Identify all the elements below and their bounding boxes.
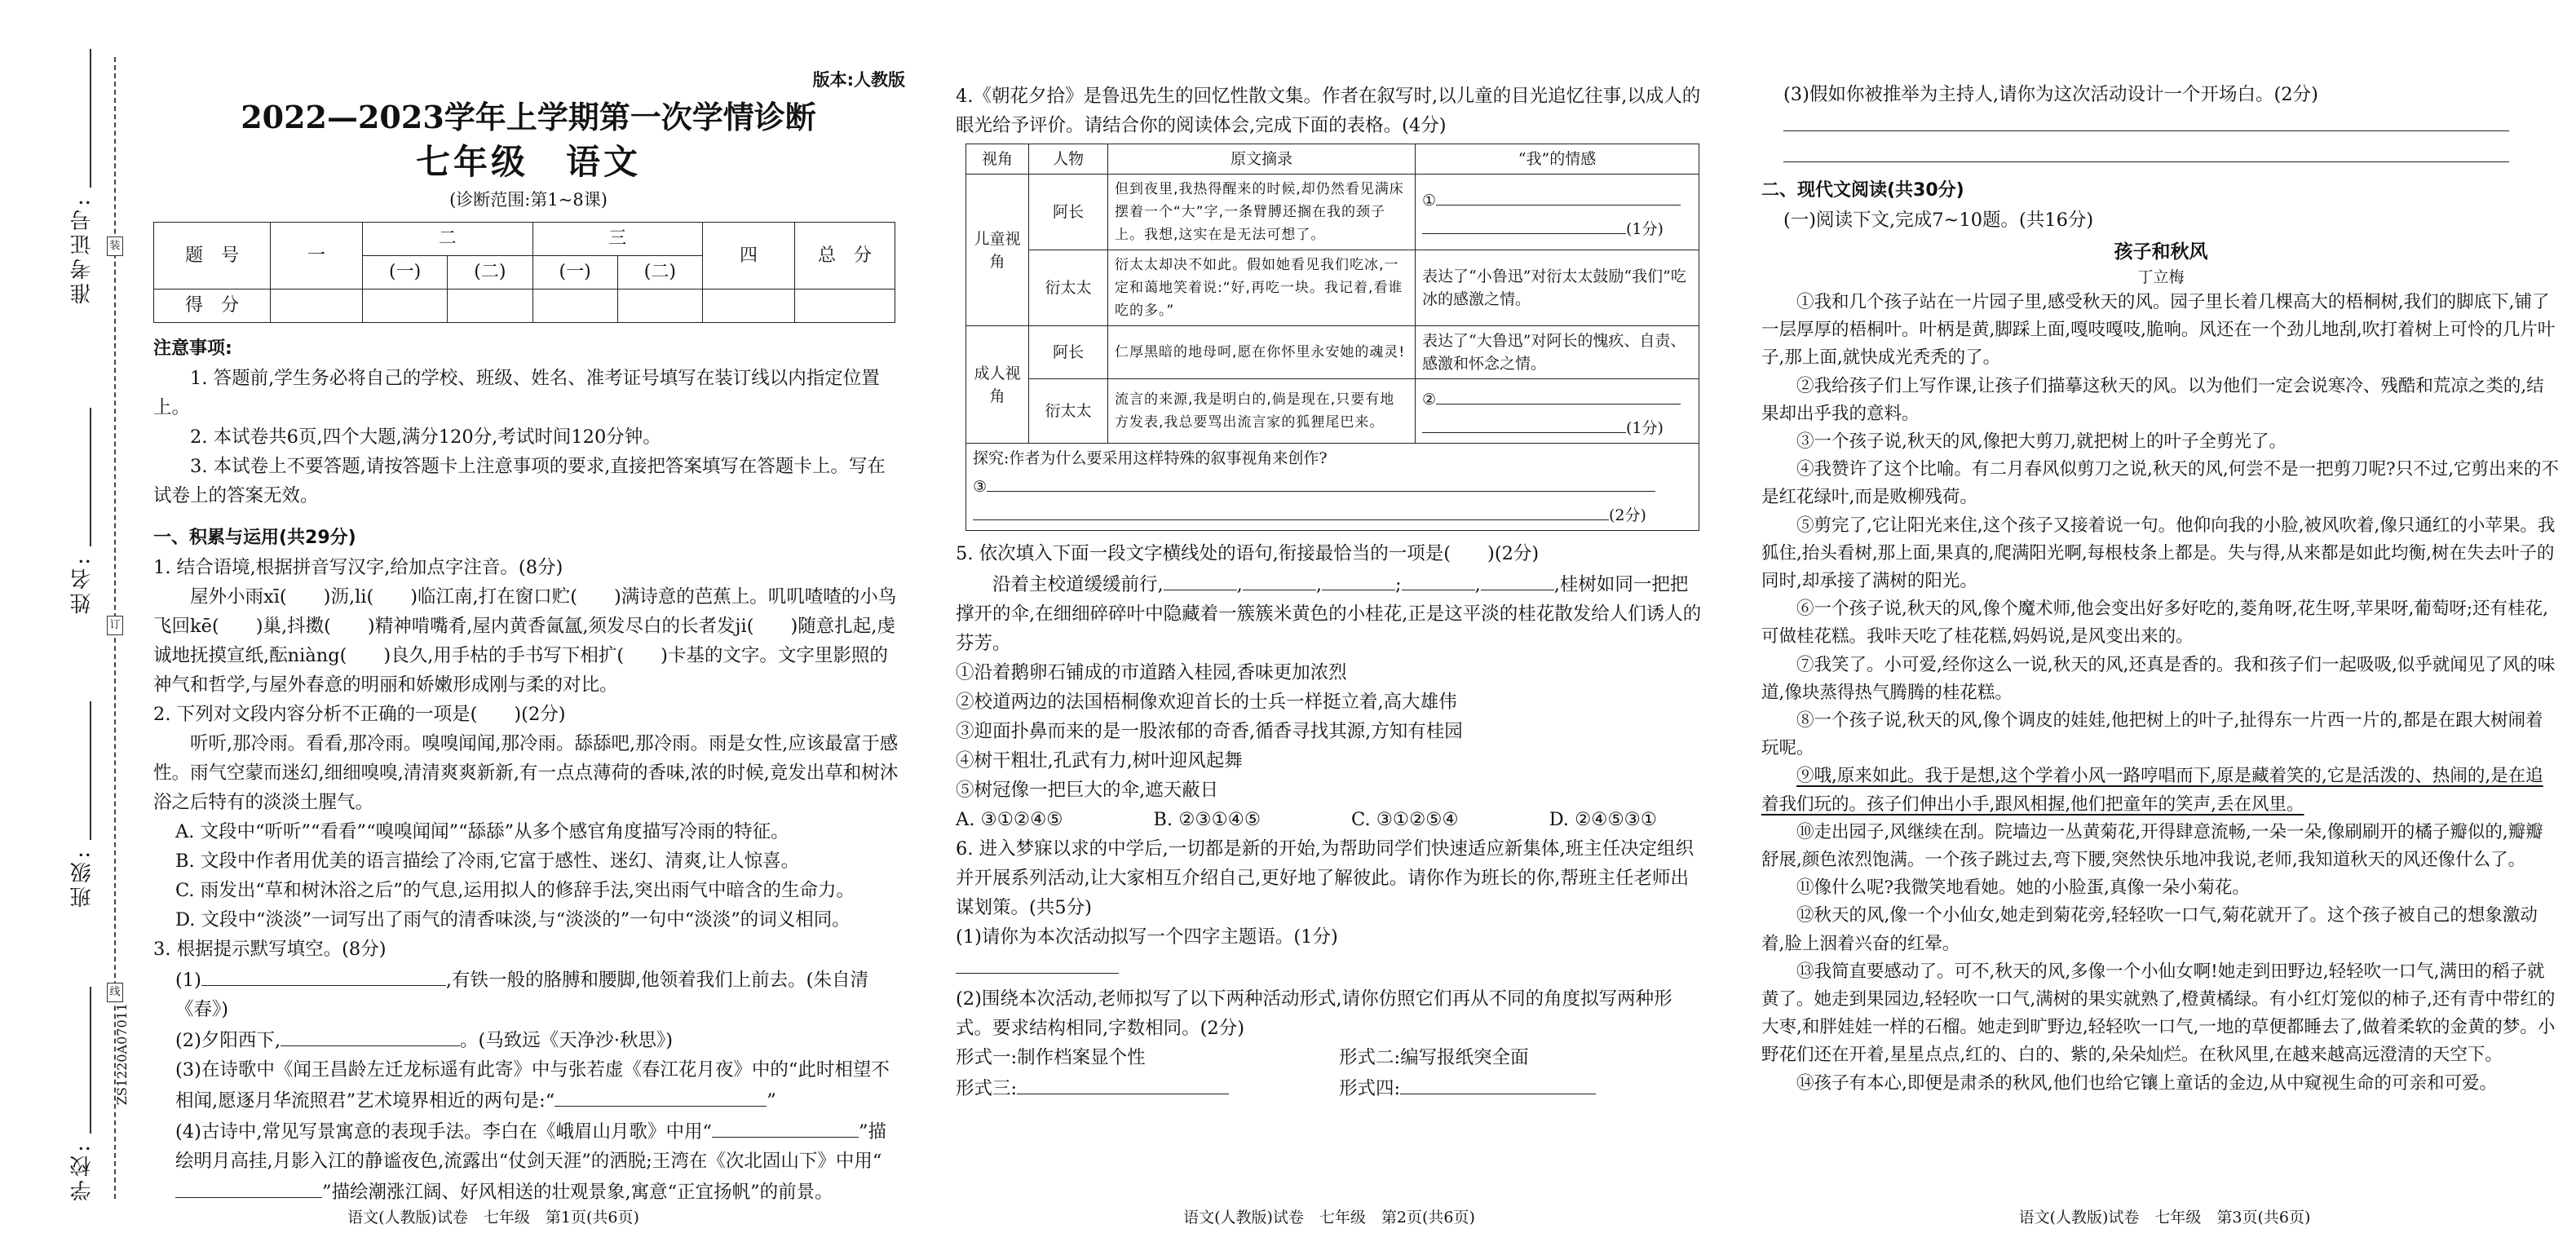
class-field[interactable] [90, 701, 91, 840]
score-header-label: 题 号 [154, 223, 271, 290]
q3-2-blank[interactable] [281, 1024, 460, 1046]
q3-4-prefix: (4)古诗中,常见写景寓意的表现手法。李白在《峨眉山月歌》中用“ [175, 1121, 713, 1143]
question-3-stem: 3. 根据提示默写填空。(8分) [153, 939, 387, 960]
q6-form-4-wrap [1339, 1072, 1596, 1103]
emotion-blank-1b[interactable] [1422, 212, 1626, 234]
name-field[interactable] [90, 408, 91, 546]
essay-paragraph: ②我给孩子们上写作课,让孩子们描摹这秋天的风。以为他们一定会说寒冷、残酷和荒凉之类的,结果却出乎我的意料。 [1761, 375, 2544, 424]
explore-blank-1[interactable] [987, 470, 1655, 492]
row-person: 衍太太 [1029, 250, 1108, 326]
q5-option-a[interactable]: A. ③①②④⑤ [956, 809, 1063, 830]
essay-paragraph: ③一个孩子说,秋天的风,像把大剪刀,就把树上的叶子全剪光了。 [1796, 431, 2287, 453]
q5-item: ③迎面扑鼻而来的是一股浓郁的奇香,循香寻找其源,方知有桂园 [956, 721, 1463, 742]
q3-1-blank[interactable] [201, 964, 446, 986]
question-6-2: (2)围绕本次活动,老师拟写了以下两种活动形式,请你仿照它们再从不同的角度拟写两种形式。要求结构相同,字数相同。(2分) [956, 988, 1672, 1039]
row-person: 衍太太 [1029, 379, 1108, 444]
score-cell[interactable] [795, 290, 895, 323]
question-2-option-d: D. 文段中“淡淡”一词写出了雨气的清香味淡,与“淡淡的”一句中“淡淡”的词义相同。 [175, 909, 851, 930]
question-3-2 [153, 1024, 904, 1055]
child-view-label: 儿童视角 [966, 175, 1029, 326]
q5-item: ①沿着鹅卵石铺成的市道踏入桂园,香味更加浓烈 [956, 662, 1347, 683]
q3-1-prefix: (1) [175, 970, 201, 991]
notice-title: 注意事项: [153, 338, 232, 359]
page3-footer: 语文(人教版)试卷 七年级 第3页(共6页) [2018, 1209, 2311, 1227]
question-6-stem: 6. 进入梦寐以求的中学后,一切都是新的开始,为帮助同学们快速适应新集体,班主任决定组织并开展系列活动,让大家相互介绍自己,更好地了解彼此。请你作为班长的你,帮班主任老师出谋划策。(共5分) [956, 838, 1695, 918]
essay-paragraph: ①我和几个孩子站在一片园子里,感受秋天的风。园子里长着几棵高大的梧桐树,我们的脚底下,铺了一层厚厚的梧桐叶。叶柄是黄,脚踩上面,嘎吱嘎吱,脆响。风还在一个劲儿地刮,吹打着树上可怜的几片叶子,那上面,就快成光秃秃的了。 [1761, 292, 2556, 369]
q6-form-3-blank[interactable] [1017, 1072, 1229, 1094]
question-6-3: (3)假如你被推举为主持人,请你为这次活动设计一个开场白。(2分) [1783, 84, 2318, 105]
essay-body [1761, 289, 2561, 1098]
q3-4-suffix: ”描绘潮涨江阔、好风相送的壮观景象,寓意“正宜扬帆”的前景。 [322, 1182, 833, 1203]
essay-paragraph: ⑩走出园子,风继续在刮。院墙边一丛黄菊花,开得肆意流畅,一朵一朵,像刷刷开的橘子瓣似的,瓣瓣舒展,颜色浓烈饱满。一个孩子跳过去,弯下腰,突然快乐地冲我说,老师,我知道秋天的风还像什么了。 [1761, 821, 2543, 871]
q3-4-blank-2[interactable] [175, 1176, 322, 1198]
q6-3-blank-1[interactable] [1783, 109, 2509, 131]
q6-form-1: 形式一:制作档案显个性 [956, 1047, 1146, 1068]
explore-cell [966, 444, 1699, 531]
essay-paragraph: ④我赞许了这个比喻。有二月春风似剪刀之说,秋天的风,何尝不是一把剪刀呢?只不过,它剪出来的不是红花绿叶,而是败柳残荷。 [1761, 459, 2560, 508]
score-cell[interactable] [617, 290, 702, 323]
q6-form-3-wrap [956, 1072, 1339, 1103]
q5-blank[interactable] [1322, 568, 1395, 590]
score-header-4: 四 [703, 223, 795, 290]
q5-blank[interactable] [1164, 568, 1237, 590]
q3-1-suffix: ,有铁一般的胳膊和腰脚,他领着我们上前去。(朱自清《春》) [175, 970, 868, 1020]
score-sub-3-1: (一) [532, 256, 617, 290]
q5-option-b[interactable]: B. ②③①④⑤ [1153, 809, 1261, 830]
page2-footer: 语文(人教版)试卷 七年级 第2页(共6页) [1183, 1209, 1475, 1227]
question-2-option-c: C. 雨发出“草和树沐浴之后”的气息,运用拟人的修辞手法,突出雨气中暗含的生命力。 [175, 880, 855, 901]
score-cell[interactable] [703, 290, 795, 323]
row-quote: 衍太太却决不如此。假如她看见我们吃冰,一定和蔼地笑着说:“好,再吃一块。我记着,看谁吃的多。” [1108, 250, 1416, 326]
q5-text-start: 沿着主校道缓缓前行, [992, 574, 1164, 595]
q3-4-blank-1[interactable] [712, 1116, 859, 1138]
essay-paragraph: ⑫秋天的风,像一个小仙女,她走到菊花旁,轻轻吹一口气,菊花就开了。这个孩子被自己的想象激动着,脸上洇着兴奋的红晕。 [1761, 905, 2538, 954]
binding-margin [0, 0, 143, 1242]
score-cell[interactable] [363, 290, 448, 323]
q5-blank[interactable] [1243, 568, 1316, 590]
essay-paragraph: ⑬我简直要感动了。可不,秋天的风,多像一个小仙女啊!她走到田野边,轻轻吹一口气,满田的稻子就黄了。她走到果园边,轻轻吹一口气,满树的果实就熟了,橙黄橘绿。有小红灯笼似的柿子,还有青中带红的大枣,和胖娃娃一样的石榴。她走到旷野边,轻轻吹一口气,一地的草便都睡去了,做着柔软的金黄的梦。小野花们还在开着,星星点点,红的、白的、紫的,朵朵灿烂。在秋风里,在越来越高远澄清的天空下。 [1761, 961, 2556, 1066]
page2-content [956, 82, 1706, 1103]
score-row-label: 得 分 [154, 290, 271, 323]
q5-blank[interactable] [1402, 568, 1475, 590]
emotion-marker: ① [1422, 192, 1437, 210]
q6-form-3-label: 形式三: [956, 1078, 1018, 1099]
q5-item: ⑤树冠像一把巨大的伞,遮天蔽日 [956, 780, 1219, 801]
explore-marker: ③ [973, 478, 988, 496]
row-emotion: 表达了“大鲁迅”对阿长的愧疚、自责、感激和怀念之情。 [1416, 326, 1699, 379]
exam-scope: (诊断范围:第1~8课) [449, 190, 608, 210]
q5-options [956, 805, 1657, 834]
score-header-2: 二 [363, 223, 533, 256]
section-2-title: 二、现代文阅读(共30分) [1761, 180, 1964, 201]
question-4-table [965, 144, 1699, 531]
q5-blank[interactable] [1481, 568, 1554, 590]
q6-3-blank-2[interactable] [1783, 140, 2509, 162]
binding-mark-zhuang: 装 [107, 236, 123, 256]
emotion-score: (1分) [1626, 419, 1664, 437]
essay-paragraph: ⑧一个孩子说,秋天的风,像个调皮的娃娃,他把树上的叶子,扯得东一片西一片的,都是在跟大树闹着玩呢。 [1761, 710, 2543, 759]
essay-paragraph: ⑭孩子有本心,即便是肃杀的秋风,他们也给它镶上童话的金边,从中窥视生命的可亲和可爱。 [1796, 1072, 2498, 1094]
row-emotion-answer [1416, 379, 1699, 444]
q5-option-c[interactable]: C. ③①②⑤④ [1351, 809, 1459, 830]
score-cell[interactable] [532, 290, 617, 323]
question-2-stem: 2. 下列对文段内容分析不正确的一项是( )(2分) [153, 704, 566, 725]
page-3 [1753, 0, 2576, 1242]
emotion-marker: ② [1422, 391, 1437, 409]
explore-blank-2[interactable] [973, 498, 1609, 520]
q6-1-answer-blank[interactable] [956, 952, 1119, 974]
exam-subtitle: 七年级 语文 [415, 142, 641, 182]
q3-3-text: (3)在诗歌中《闻王昌龄左迁龙标遥有此寄》中与张若虚《春江花月夜》中的“此时相望不相闻,愿逐月华流照君”艺术境界相近的两句是:“ [175, 1059, 890, 1112]
part-1-instruction: (一)阅读下文,完成7~10题。(共16分) [1783, 210, 2094, 231]
q6-form-2: 形式二:编写报纸突全面 [1339, 1047, 1529, 1068]
essay-author: 丁立梅 [2137, 268, 2185, 286]
score-sub-2-1: (一) [363, 256, 448, 290]
score-header-3: 三 [532, 223, 703, 256]
score-cell[interactable] [448, 290, 532, 323]
question-2-option-a: A. 文段中“听听”“看看”“嗅嗅闻闻”“舔舔”从多个感官角度描写冷雨的特征。 [175, 821, 789, 842]
question-4-stem: 4.《朝花夕拾》是鲁迅先生的回忆性散文集。作者在叙写时,以儿童的目光追忆往事,以成人的眼光给予评价。请结合你的阅读体会,完成下面的表格。(4分) [956, 86, 1701, 136]
question-1-stem: 1. 结合语境,根据拼音写汉字,给加点字注音。(8分) [153, 557, 563, 578]
exam-number-field[interactable] [90, 49, 91, 188]
score-table [153, 222, 895, 323]
essay-paragraph: ⑦我笑了。小可爱,经你这么一说,秋天的风,还真是香的。我和孩子们一起吸吸,似乎就闻见了风的味道,像块蒸得热气腾腾的桂花糕。 [1761, 654, 2556, 703]
explore-question: 探究:作者为什么要采用这样特殊的叙事视角来创作? [973, 449, 1328, 467]
q3-3-suffix: ” [767, 1090, 776, 1112]
q3-4-middle: ”描绘明月高挂,月影入江的静谧夜色,流露出“仗剑天涯”的洒脱;王湾在《次北固山下》中用“ [175, 1121, 887, 1172]
class-label: 班级: [70, 848, 95, 908]
question-3-1 [153, 964, 904, 1024]
notice-item: 3. 本试卷上不要答题,请按答题卡上注意事项的要求,直接把答案填写在答题卡上。写在试卷上的答案无效。 [153, 456, 886, 506]
essay-paragraph: ⑤剪完了,它让阳光来住,这个孩子又接着说一句。他仰向我的小脸,被风吹着,像只通红的小苹果。我狐住,抬头看树,那上面,果真的,爬满阳光啊,每根枝条上都是。失与得,从来都是如此均衡,树在失去叶子的同时,却承接了满树的阳光。 [1761, 515, 2556, 592]
page3-content [1761, 80, 2561, 1098]
q6-forms-row-1 [956, 1043, 1657, 1072]
question-5-stem: 5. 依次填入下面一段文字横线处的语句,衔接最恰当的一项是( )(2分) [956, 543, 1540, 564]
explore-score: (2分) [1609, 506, 1646, 524]
row-person: 阿长 [1029, 326, 1108, 379]
essay-paragraph: ⑪像什么呢?我微笑地看她。她的小脸蛋,真像一朵小菊花。 [1796, 877, 2250, 899]
q5-option-d[interactable]: D. ②④⑤③① [1549, 809, 1657, 830]
table-header-view: 视角 [966, 144, 1029, 175]
notice-item: 2. 本试卷共6页,四个大题,满分120分,考试时间120分钟。 [190, 427, 661, 448]
emotion-blank-2b[interactable] [1422, 411, 1626, 433]
row-quote: 流言的来源,我是明白的,倘是现在,只要有地方发表,我总要骂出流言家的狐狸尾巴来。 [1108, 379, 1416, 444]
page1-content [153, 65, 904, 1207]
name-label: 姓名: [70, 555, 95, 614]
question-3-3 [153, 1055, 904, 1116]
adult-view-label: 成人视角 [966, 326, 1029, 444]
q6-form-4-blank[interactable] [1400, 1072, 1596, 1094]
essay-paragraph: ⑥一个孩子说,秋天的风,像个魔术师,他会变出好多好吃的,菱角呀,花生呀,苹果呀,葡萄呀;还有桂花,可做桂花糕。我咔天吃了桂花糕,妈妈说,是风变出来的。 [1761, 599, 2548, 648]
q3-2-prefix: (2)夕阳西下, [175, 1030, 281, 1051]
q5-item: ④树干粗壮,孔武有力,树叶迎风起舞 [956, 750, 1243, 771]
essay-paragraph-underlined: ⑨哦,原来如此。我于是想,这个学着小风一路哼唱而下,原是藏着笑的,它是活泼的、热闹的,是在追着我们玩的。孩子们伸出小手,跟风相握,他们把童年的笑声,丢在风里。 [1761, 766, 2543, 815]
question-5-text: 沿着主校道缓缓前行, , , ; , ,桂树如同一把把撑开的伞,在细细碎碎叶中隐藏着一簇簇米黄色的小桂花,正是这平淡的桂花散发给人们诱人的芬芳。 [956, 568, 1706, 658]
question-2-text: 听听,那冷雨。看看,那冷雨。嗅嗅闻闻,那冷雨。舔舔吧,那冷雨。雨是女性,应该最富于感性。雨气空蒙而迷幻,细细嗅嗅,清清爽爽新新,有一点点薄荷的香味,浓的时候,竟发出草和树沐浴之后特有的淡淡土腥气。 [153, 733, 899, 813]
row-quote: 但到夜里,我热得醒来的时候,却仍然看见满床摆着一个“大”字,一条臂膊还搁在我的颈子上。我想,这实在是无法可想了。 [1108, 175, 1416, 250]
school-field[interactable] [90, 987, 91, 1134]
essay-title: 孩子和秋风 [2114, 241, 2208, 263]
question-1-text: 屋外小雨xī( )沥,li( )临江南,打在窗口贮( )满诗意的芭蕉上。叽叽喳喳的小鸟飞回kē( )巢,抖擞( )精神啃嘴肴,屋内黄香氤氲,须发尽白的长者发ji( )随意扎起,虔诚地抚摸宣纸,酝niàng( )良久,用手枯的手书写下相扩( )卡基的文字。文字里影照的神气和哲学,与屋外春意的明丽和娇嫩形成刚与柔的对比。 [153, 586, 897, 696]
exam-number-label: 准考证号: [70, 196, 95, 304]
table-header-person: 人物 [1029, 144, 1108, 175]
row-emotion: 表达了“小鲁迅”对衍太太鼓励“我们”吃冰的感激之情。 [1416, 250, 1699, 326]
question-2-option-b: B. 文段中作者用优美的语言描绘了冷雨,它富于感性、迷幻、清爽,让人惊喜。 [175, 851, 800, 872]
q3-3-blank[interactable] [555, 1085, 767, 1107]
row-quote: 仁厚黑暗的地母呵,愿在你怀里永安她的魂灵! [1108, 326, 1416, 379]
page-1 [0, 0, 921, 1242]
row-person: 阿长 [1029, 175, 1108, 250]
emotion-score: (1分) [1626, 220, 1664, 238]
question-6-1: (1)请你为本次活动拟写一个四字主题语。(1分) [956, 926, 1338, 948]
q5-text-end: ,桂树如同一把把撑开的伞,在细细碎碎叶中隐藏着一簇簇米黄色的小桂花,正是这平淡的桂花散发给人们诱人的芬芳。 [956, 574, 1702, 654]
question-3-4 [153, 1116, 904, 1207]
emotion-blank-1[interactable] [1436, 183, 1681, 206]
table-header-quote: 原文摘录 [1108, 144, 1416, 175]
row-emotion-answer [1416, 175, 1699, 250]
page-2 [938, 0, 1721, 1242]
q6-forms-row-2 [956, 1072, 1673, 1103]
score-header-total: 总 分 [795, 223, 895, 290]
binding-mark-xian: 线 [107, 983, 123, 1002]
school-label: 学校: [70, 1142, 95, 1201]
page1-footer: 语文(人教版)试卷 七年级 第1页(共6页) [347, 1209, 639, 1227]
score-sub-2-2: (二) [448, 256, 532, 290]
exam-title: 2022—2023学年上学期第一次学情诊断 [241, 99, 816, 135]
q5-item: ②校道两边的法国梧桐像欢迎首长的士兵一样挺立着,高大雄伟 [956, 692, 1457, 713]
score-sub-3-2: (二) [617, 256, 702, 290]
emotion-blank-2[interactable] [1436, 382, 1681, 404]
q3-2-suffix: 。(马致远《天净沙·秋思》) [460, 1030, 673, 1051]
table-header-emotion: “我”的情感 [1416, 144, 1699, 175]
serial-number: ZS1220A07011 [114, 1003, 130, 1106]
version-label: 版本:人教版 [812, 70, 905, 90]
score-header-1: 一 [271, 223, 363, 290]
notice-item: 1. 答题前,学生务必将自己的学校、班级、姓名、准考证号填写在装订线以内指定位置上。 [153, 368, 880, 418]
score-cell[interactable] [271, 290, 363, 323]
binding-mark-ding: 订 [107, 616, 123, 635]
section-1-title: 一、积累与运用(共29分) [153, 528, 356, 548]
q6-form-4-label: 形式四: [1339, 1078, 1401, 1099]
